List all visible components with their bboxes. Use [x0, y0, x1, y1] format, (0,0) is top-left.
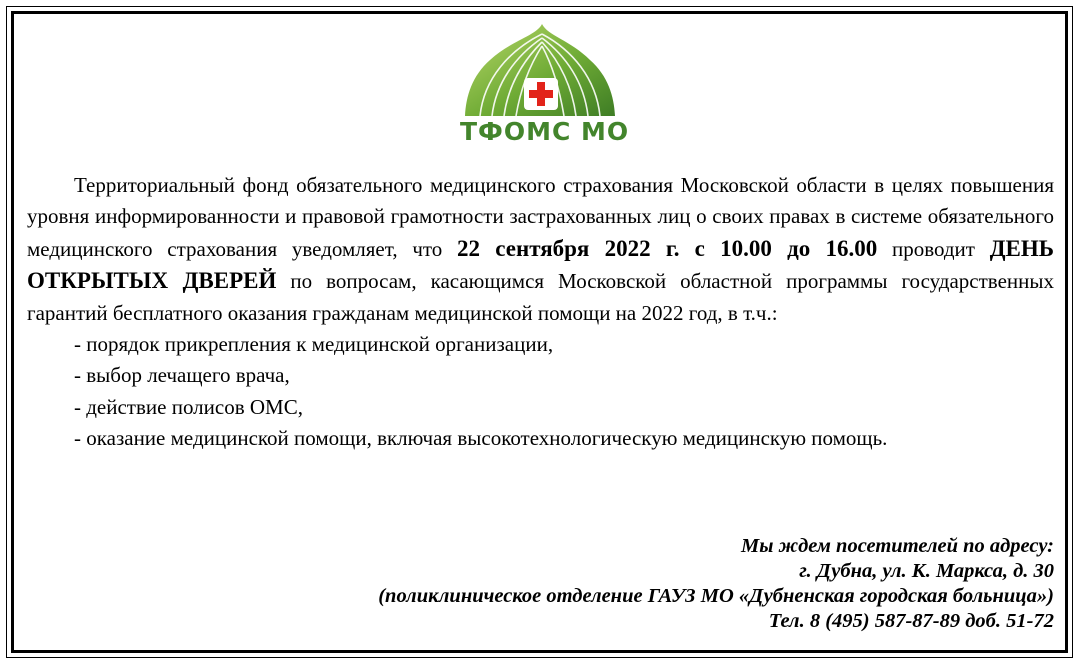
logo-text: ТФОМС МО — [460, 117, 630, 146]
list-item: - выбор лечащего врача, — [74, 363, 290, 388]
address-phone: Тел. 8 (495) 587-87-89 доб. 51-72 — [768, 610, 1054, 632]
event-name: ДЕНЬ ОТКРЫТЫХ ДВЕРЕЙ — [27, 235, 1054, 294]
announcement-body — [27, 170, 1054, 454]
address-facility: (поликлиническое отделение ГАУЗ МО «Дубненская городская больница») — [378, 585, 1054, 607]
tfoms-logo — [460, 22, 630, 146]
list-item: - оказание медицинской помощи, включая высокотехнологическую медицинскую помощь. — [74, 425, 888, 450]
address-block — [378, 534, 1054, 634]
tfoms-dome-red-cross-icon — [460, 22, 620, 118]
address-intro: Мы ждем посетителей по адресу: — [741, 535, 1054, 557]
paragraph-mid: проводит — [877, 236, 990, 261]
topic-list — [27, 329, 1054, 454]
paragraph-tail: по вопросам, касающимся Московской областной программы государственных гарантий бесплатного оказания гражданам медицинской помощи на 2022 год, в т.ч.: — [27, 269, 1054, 325]
list-item: - действие полисов ОМС, — [74, 394, 303, 419]
address-street: г. Дубна, ул. К. Маркса, д. 30 — [799, 560, 1054, 582]
announcement-paragraph — [27, 170, 1054, 329]
list-item: - порядок прикрепления к медицинской организации, — [74, 332, 554, 357]
paragraph-lead: Территориальный фонд обязательного медицинского страхования Московской области в целях повышения уровня информированности и правовой грамотности застрахованных лиц о своих правах в системе обязательного медицинского страхования уведомляет, что — [27, 173, 1054, 261]
event-date-time: 22 сентября 2022 г. с 10.00 до 16.00 — [457, 235, 878, 261]
